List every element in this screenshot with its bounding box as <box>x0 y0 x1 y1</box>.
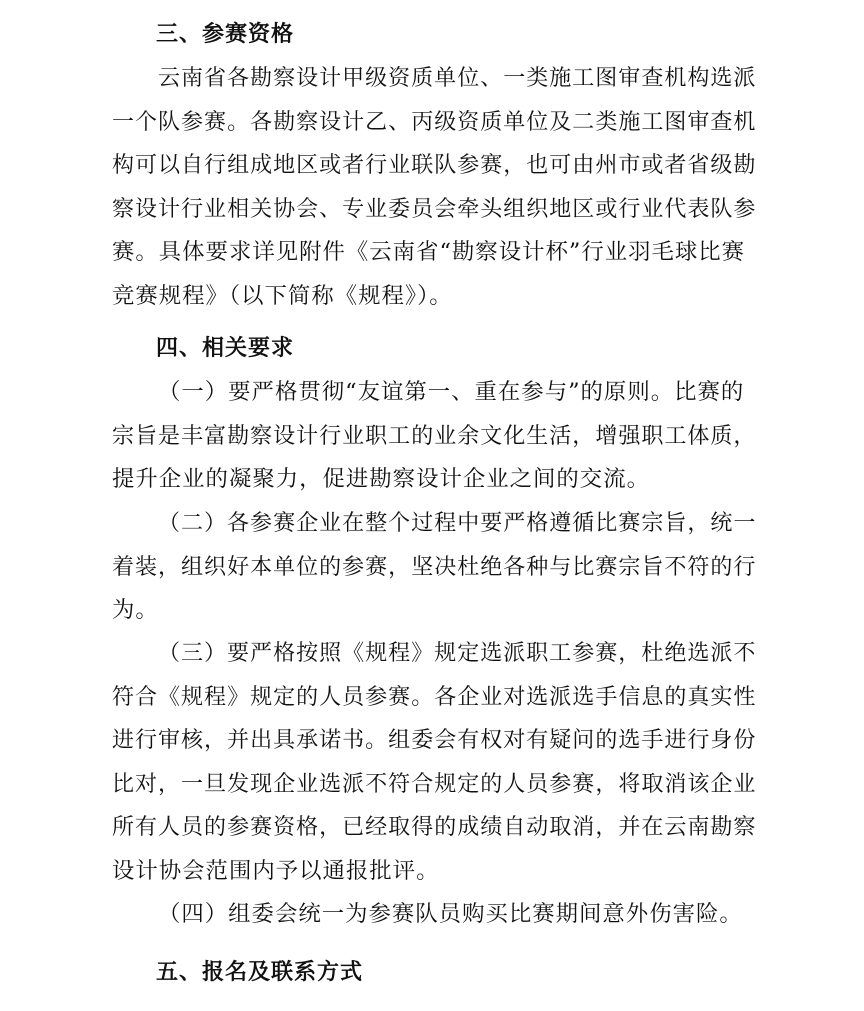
section-4-item-1 <box>112 371 756 502</box>
paragraph-line: 赛。具体要求详见附件《云南省“勘察设计杯”行业羽毛球比赛 <box>112 239 746 265</box>
paragraph-line: 设计协会范围内予以通报批评。 <box>112 857 440 884</box>
section-5-heading: 五、报名及联系方式 <box>156 960 364 985</box>
paragraph-line: （一）要严格贯彻“友谊第一、重在参与”的原则。比赛的 <box>158 379 745 405</box>
paragraph-line: 竞赛规程》（以下简称《规程》）。 <box>112 282 453 309</box>
paragraph-line: 提升企业的凝聚力，促进勘察设计企业之间的交流。 <box>112 466 650 492</box>
paragraph-line: 所有人员的参赛资格，已经取得的成绩自动取消，并在云南勘察 <box>112 815 757 840</box>
paragraph-line: （四）组委会统一为参赛队员购买比赛期间意外伤害险。 <box>158 901 743 927</box>
paragraph-line: 宗旨是丰富勘察设计行业职工的业余文化生活，增强职工体质， <box>112 423 757 449</box>
paragraph-line: 符合《规程》规定的人员参赛。各企业对选派选手信息的真实性 <box>112 684 757 710</box>
paragraph-line: 比对，一旦发现企业选派不符合规定的人员参赛，将取消该企业 <box>112 771 757 797</box>
section-4-item-2 <box>112 502 756 633</box>
section-3-paragraph <box>112 57 756 318</box>
paragraph-line: 构可以自行组成地区或者行业联队参赛，也可由州市或者省级勘 <box>112 153 757 178</box>
section-4-item-3 <box>112 632 756 893</box>
section-4-heading: 四、相关要求 <box>156 336 295 361</box>
paragraph-line: （二）各参赛企业在整个过程中要严格遵循比赛宗旨，统一 <box>158 511 757 536</box>
paragraph-line: 着装，组织好本单位的参赛，坚决杜绝各种与比赛宗旨不符的行 <box>112 554 757 580</box>
section-4-item-4 <box>112 893 756 937</box>
paragraph-line: 察设计行业相关协会、专业委员会牵头组织地区或行业代表队参 <box>112 196 757 222</box>
section-3-heading: 三、参赛资格 <box>156 22 295 47</box>
paragraph-line: 云南省各勘察设计甲级资质单位、一类施工图审查机构选派 <box>158 66 757 91</box>
paragraph-line: 为。 <box>112 597 159 623</box>
paragraph-line: （三）要严格按照《规程》规定选派职工参赛，杜绝选派不 <box>158 641 757 666</box>
paragraph-line: 进行审核，并出具承诺书。组委会有权对有疑问的选手进行身份 <box>112 728 757 753</box>
paragraph-line: 一个队参赛。各勘察设计乙、丙级资质单位及二类施工图审查机 <box>112 109 757 135</box>
